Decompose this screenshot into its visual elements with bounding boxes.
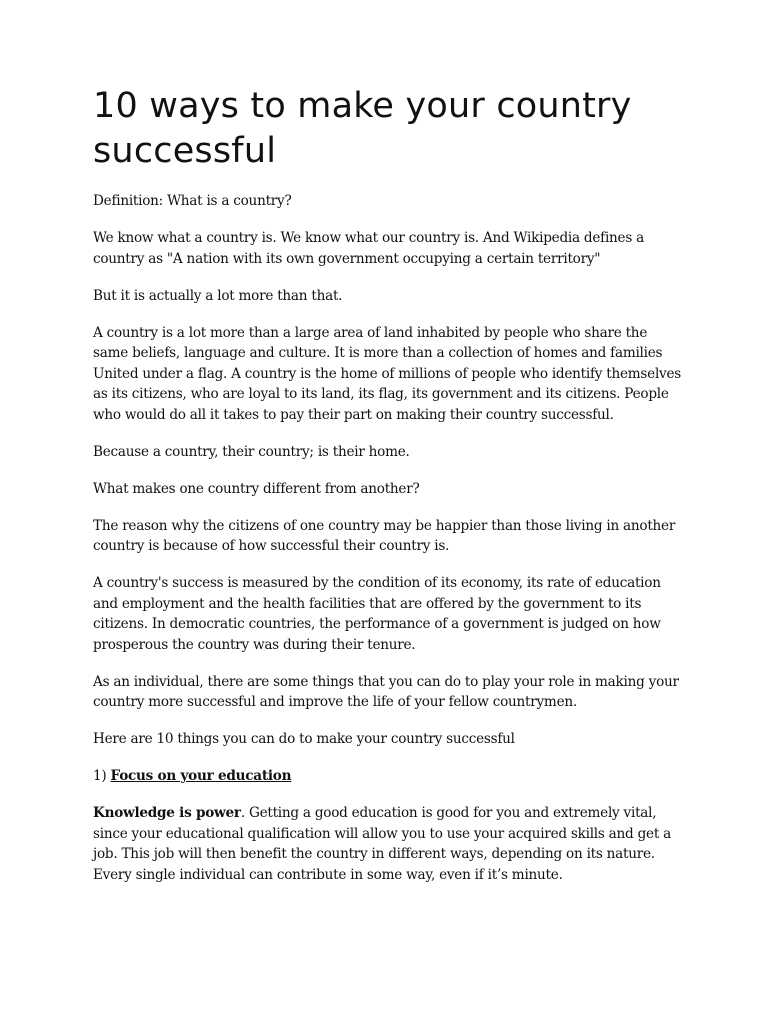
section-heading [93,766,683,787]
paragraph-definition: Definition: What is a country? [93,193,292,209]
paragraph-wikipedia: We know what a country is. We know what our country is. And Wikipedia defines a country as "A nation with its own government occupying a certain territory" [93,230,644,267]
section-body-text: . Getting a good education is good for you and extremely vital, since your educational qualification will allow you to use your acquired skills and get a job. This job will then benefit the country in different ways, depending on its nature. Every single individual can contribute in some way, even if it’s minute. [93,805,671,883]
paragraph-ten-things: Here are 10 things you can do to make your country successful [93,731,515,747]
document-title: 10 ways to make your country successful [93,86,632,171]
paragraph-home: Because a country, their country; is their home. [93,443,410,460]
document-page [93,84,683,902]
paragraph-question: What makes one country different from another? [93,480,420,497]
section-body-lead: Knowledge is power [93,805,241,821]
section-number: 1) [93,768,107,784]
paragraph-country-description: A country is a lot more than a large area of land inhabited by people who share the same beliefs, language and culture. It is more than a collection of homes and families United under a flag. A country is the home of millions of people who identify themselves as its citizens, who are loyal to its land, its flag, its government and its citizens. People who would do all it takes to pay their part on making their country successful. [93,324,681,423]
paragraph-success-measure: A country's success is measured by the condition of its economy, its rate of education and employment and the health facilities that are offered by the government to its citizens. In democratic countries, the performance of a government is judged on how prosperous the country was during their tenure. [93,575,661,653]
paragraph-reason: The reason why the citizens of one country may be happier than those living in another country is because of how successful their country is. [93,517,676,554]
paragraph-more-than-that: But it is actually a lot more than that. [93,287,343,304]
paragraph-individual: As an individual, there are some things that you can do to play your role in making your country more successful and improve the life of your fellow countrymen. [93,673,679,710]
section-body [93,803,683,885]
section-heading-text: Focus on your education [110,768,292,784]
